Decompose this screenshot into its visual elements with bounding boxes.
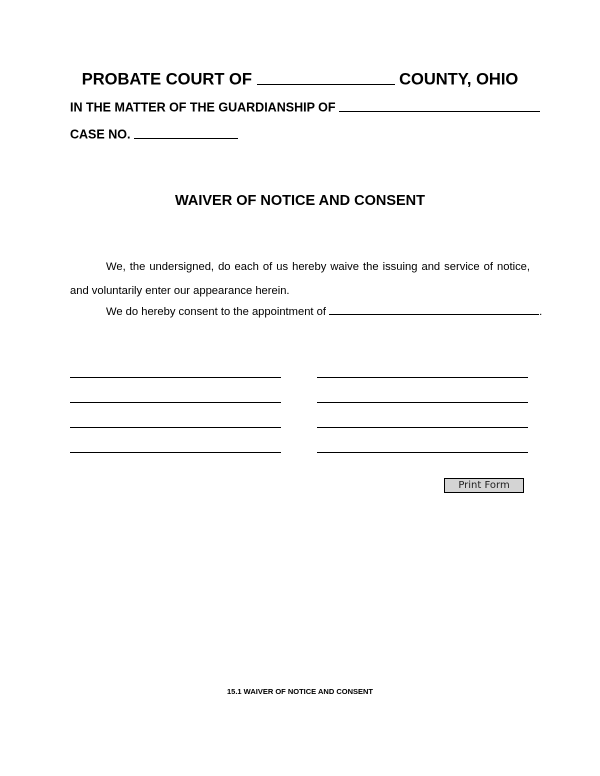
case-line <box>70 125 238 142</box>
signature-line-left-1[interactable] <box>70 377 281 378</box>
document-title: WAIVER OF NOTICE AND CONSENT <box>175 193 425 209</box>
county-name-field[interactable] <box>257 67 395 85</box>
case-label: CASE NO. <box>70 127 131 142</box>
court-suffix: COUNTY, OHIO <box>399 70 519 89</box>
ward-name-field[interactable] <box>339 98 540 112</box>
form-footer: 15.1 WAIVER OF NOTICE AND CONSENT <box>227 687 373 696</box>
waiver-paragraph: We, the undersigned, do each of us hereby waive the issuing and service of notice, and voluntarily enter our appearance herein. <box>70 261 530 297</box>
signature-line-left-3[interactable] <box>70 427 281 428</box>
signature-line-left-2[interactable] <box>70 402 281 403</box>
signature-line-right-3[interactable] <box>317 427 528 428</box>
signature-line-right-4[interactable] <box>317 452 528 453</box>
consent-suffix: . <box>539 306 543 319</box>
appointee-name-field[interactable] <box>329 304 539 315</box>
consent-prefix: We do hereby consent to the appointment of <box>106 306 326 319</box>
print-form-button[interactable]: Print Form <box>444 478 524 493</box>
signature-line-left-4[interactable] <box>70 452 281 453</box>
case-number-field[interactable] <box>134 125 238 139</box>
court-prefix: PROBATE COURT OF <box>81 70 252 89</box>
signature-line-right-1[interactable] <box>317 377 528 378</box>
matter-label: IN THE MATTER OF THE GUARDIANSHIP OF <box>70 100 336 115</box>
signature-line-right-2[interactable] <box>317 402 528 403</box>
matter-line <box>70 98 540 115</box>
consent-paragraph <box>106 304 542 318</box>
court-heading <box>0 67 600 90</box>
